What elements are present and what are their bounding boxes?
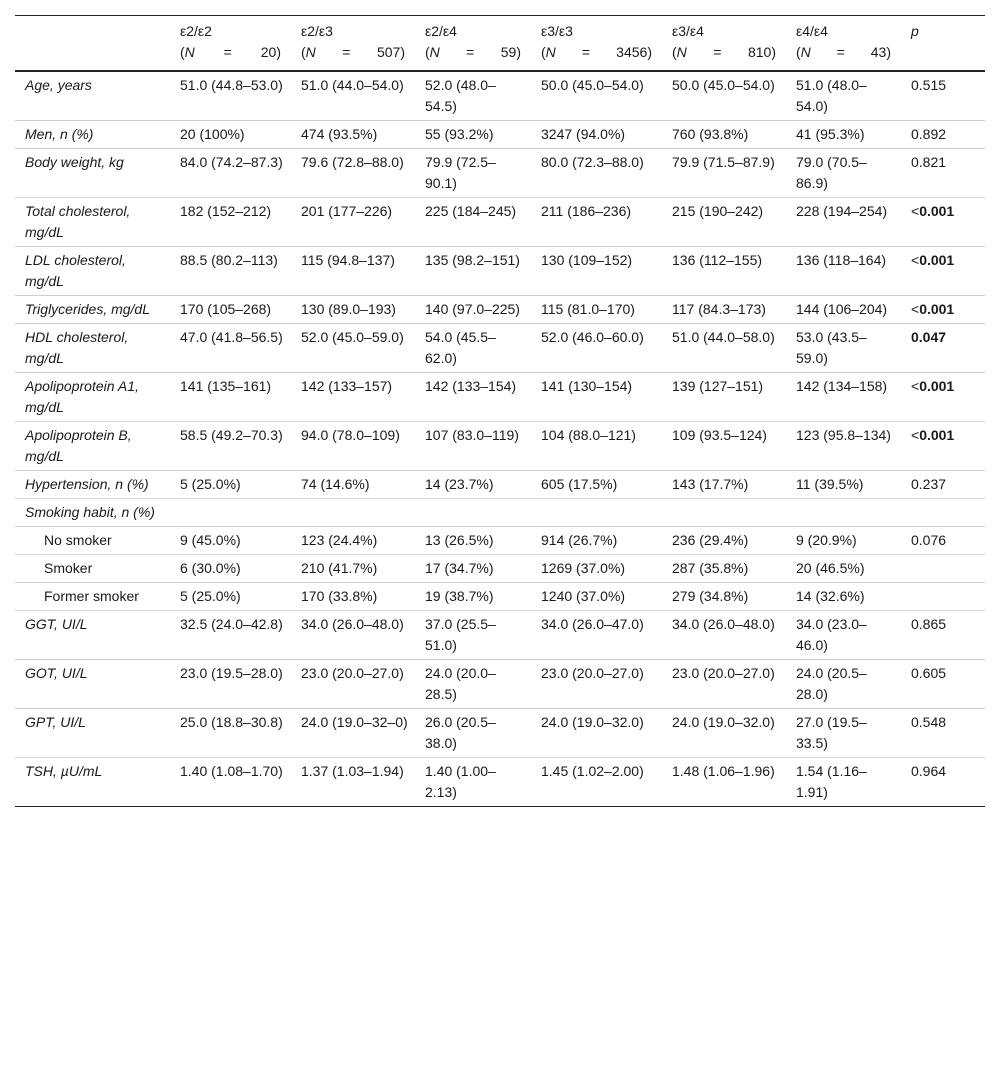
value-cell: 3247 (94.0%) <box>541 126 626 142</box>
empty-cell <box>901 499 985 527</box>
row-label: GOT, UI/L <box>25 665 88 681</box>
table-row <box>15 499 985 527</box>
value-cell: 104 (88.0–121) <box>541 427 636 443</box>
value-cell: 54.0 (45.5–62.0) <box>425 329 496 366</box>
header-n-value: 20 <box>260 44 277 60</box>
value-cell: 37.0 (25.5–51.0) <box>425 616 496 653</box>
header-n-value: 3456 <box>616 44 648 60</box>
header-genotype-label: ε2/ε2 <box>180 23 212 39</box>
p-header-text: p <box>911 23 919 39</box>
value-cell: 25.0 (18.8–30.8) <box>180 714 283 730</box>
row-label: GPT, UI/L <box>25 714 86 730</box>
value-cell: 182 (152–212) <box>180 203 272 219</box>
value-cell: 14 (32.6%) <box>796 588 865 604</box>
p-value-cell <box>901 709 985 758</box>
value-cell: 51.0 (44.0–54.0) <box>301 77 404 93</box>
p-value-cell <box>901 471 985 499</box>
value-cell: 24.0 (20.5–28.0) <box>796 665 867 702</box>
table-row <box>15 709 985 758</box>
value-cell: 51.0 (48.0–54.0) <box>796 77 867 114</box>
p-value: 0.865 <box>911 616 947 632</box>
p-value: 0.001 <box>919 203 955 219</box>
header-genotype-label: ε3/ε4 <box>672 23 704 39</box>
value-cell: 136 (112–155) <box>672 252 763 268</box>
table-row <box>15 555 985 583</box>
value-cell: 1.54 (1.16–1.91) <box>796 763 867 800</box>
p-value: 0.964 <box>911 763 947 779</box>
p-value: 0.605 <box>911 665 947 681</box>
row-label: Men, n (%) <box>25 126 94 142</box>
p-value: 0.001 <box>919 378 955 394</box>
header-genotype-4 <box>662 16 786 72</box>
value-cell: 52.0 (45.0–59.0) <box>301 329 404 345</box>
p-value: 0.076 <box>911 532 947 548</box>
empty-cell <box>170 499 291 527</box>
value-cell: 107 (83.0–119) <box>425 427 519 443</box>
p-value-prefix: < <box>911 203 920 219</box>
value-cell: 5 (25.0%) <box>180 588 241 604</box>
row-label: No smoker <box>44 532 112 548</box>
value-cell: 117 (84.3–173) <box>672 301 766 317</box>
value-cell: 79.0 (70.5–86.9) <box>796 154 867 191</box>
empty-cell <box>291 499 415 527</box>
header-n-value: 507 <box>376 44 401 60</box>
value-cell: 170 (33.8%) <box>301 588 378 604</box>
header-genotype-label: ε2/ε3 <box>301 23 333 39</box>
value-cell: 1240 (37.0%) <box>541 588 626 604</box>
value-cell: 1.45 (1.02–2.00) <box>541 763 644 779</box>
value-cell: 34.0 (26.0–48.0) <box>301 616 404 632</box>
row-label: Smoking habit, n (%) <box>25 504 155 520</box>
value-cell: 474 (93.5%) <box>301 126 378 142</box>
value-cell: 53.0 (43.5–59.0) <box>796 329 867 366</box>
value-cell: 79.9 (72.5–90.1) <box>425 154 496 191</box>
table-row <box>15 121 985 149</box>
table-row <box>15 471 985 499</box>
p-value-prefix: < <box>911 427 920 443</box>
row-label: Smoker <box>44 560 93 576</box>
header-genotype-1 <box>291 16 415 72</box>
value-cell: 74 (14.6%) <box>301 476 370 492</box>
p-value: 0.515 <box>911 77 947 93</box>
row-label: GGT, UI/L <box>25 616 88 632</box>
value-cell: 79.6 (72.8–88.0) <box>301 154 404 170</box>
table-row <box>15 247 985 296</box>
value-cell: 1.40 (1.00–2.13) <box>425 763 496 800</box>
p-value: 0.047 <box>911 329 947 345</box>
header-row <box>15 16 985 72</box>
value-cell: 201 (177–226) <box>301 203 393 219</box>
p-value-cell <box>901 247 985 296</box>
p-value-cell <box>901 198 985 247</box>
header-n-value: 59 <box>500 44 517 60</box>
empty-cell <box>662 499 786 527</box>
header-label-blank <box>15 16 170 72</box>
value-cell: 50.0 (45.0–54.0) <box>541 77 644 93</box>
p-value-cell <box>901 71 985 121</box>
header-sample-size: (N = 20) <box>180 44 281 60</box>
value-cell: 760 (93.8%) <box>672 126 749 142</box>
row-label: Apolipoprotein A1, mg/dL <box>25 378 139 415</box>
empty-cell <box>531 499 662 527</box>
header-genotype-label: ε4/ε4 <box>796 23 828 39</box>
p-value: 0.001 <box>919 252 955 268</box>
p-value-cell <box>901 373 985 422</box>
value-cell: 9 (20.9%) <box>796 532 857 548</box>
value-cell: 24.0 (19.0–32–0) <box>301 714 408 730</box>
value-cell: 144 (106–204) <box>796 301 888 317</box>
value-cell: 1.48 (1.06–1.96) <box>672 763 775 779</box>
p-value-cell <box>901 149 985 198</box>
value-cell: 24.0 (20.0–28.5) <box>425 665 496 702</box>
value-cell: 34.0 (26.0–48.0) <box>672 616 775 632</box>
value-cell: 109 (93.5–124) <box>672 427 767 443</box>
header-sample-size: (N = 59) <box>425 44 521 60</box>
header-sample-size: (N = 3456) <box>541 44 652 60</box>
value-cell: 17 (34.7%) <box>425 560 494 576</box>
value-cell: 32.5 (24.0–42.8) <box>180 616 283 632</box>
p-value-cell <box>901 758 985 807</box>
row-label: Triglycerides, mg/dL <box>25 301 151 317</box>
value-cell: 20 (46.5%) <box>796 560 865 576</box>
value-cell: 58.5 (49.2–70.3) <box>180 427 283 443</box>
table-row <box>15 583 985 611</box>
table-row <box>15 758 985 807</box>
genotype-characteristics-table <box>15 15 985 807</box>
row-label: Total cholesterol, mg/dL <box>25 203 131 240</box>
value-cell: 14 (23.7%) <box>425 476 494 492</box>
header-sample-size: (N = 43) <box>796 44 891 60</box>
p-value-cell <box>901 296 985 324</box>
header-genotype-label: ε3/ε3 <box>541 23 573 39</box>
value-cell: 130 (89.0–193) <box>301 301 396 317</box>
value-cell: 52.0 (48.0–54.5) <box>425 77 496 114</box>
header-sample-size: (N = 507) <box>301 44 405 60</box>
p-value-cell <box>901 660 985 709</box>
value-cell: 9 (45.0%) <box>180 532 241 548</box>
header-genotype-label: ε2/ε4 <box>425 23 457 39</box>
value-cell: 287 (35.8%) <box>672 560 749 576</box>
value-cell: 41 (95.3%) <box>796 126 865 142</box>
value-cell: 23.0 (20.0–27.0) <box>301 665 404 681</box>
p-value-cell <box>901 121 985 149</box>
p-value: 0.001 <box>919 301 955 317</box>
row-label: Apolipoprotein B, mg/dL <box>25 427 132 464</box>
value-cell: 11 (39.5%) <box>796 476 864 492</box>
p-value-cell <box>901 527 985 555</box>
table-body <box>15 71 985 807</box>
row-label: TSH, µU/mL <box>25 763 103 779</box>
header-genotype-2 <box>415 16 531 72</box>
value-cell: 84.0 (74.2–87.3) <box>180 154 283 170</box>
p-value: 0.001 <box>919 427 955 443</box>
value-cell: 88.5 (80.2–113) <box>180 252 278 268</box>
header-n-value: 43 <box>870 44 887 60</box>
value-cell: 215 (190–242) <box>672 203 764 219</box>
header-genotype-5 <box>786 16 901 72</box>
value-cell: 1269 (37.0%) <box>541 560 626 576</box>
value-cell: 23.0 (19.5–28.0) <box>180 665 283 681</box>
value-cell: 24.0 (19.0–32.0) <box>541 714 644 730</box>
table-row <box>15 373 985 422</box>
value-cell: 79.9 (71.5–87.9) <box>672 154 775 170</box>
p-value-cell <box>901 555 985 583</box>
value-cell: 5 (25.0%) <box>180 476 241 492</box>
value-cell: 140 (97.0–225) <box>425 301 520 317</box>
value-cell: 605 (17.5%) <box>541 476 618 492</box>
value-cell: 51.0 (44.8–53.0) <box>180 77 283 93</box>
value-cell: 1.37 (1.03–1.94) <box>301 763 404 779</box>
table-row <box>15 660 985 709</box>
value-cell: 24.0 (19.0–32.0) <box>672 714 775 730</box>
p-value: 0.821 <box>911 154 947 170</box>
header-sample-size: (N = 810) <box>672 44 776 60</box>
table-row <box>15 296 985 324</box>
p-value-cell <box>901 583 985 611</box>
header-p <box>901 16 985 72</box>
value-cell: 279 (34.8%) <box>672 588 749 604</box>
value-cell: 13 (26.5%) <box>425 532 494 548</box>
row-label: Age, years <box>25 77 92 93</box>
value-cell: 23.0 (20.0–27.0) <box>541 665 644 681</box>
value-cell: 55 (93.2%) <box>425 126 494 142</box>
header-n-value: 810 <box>747 44 772 60</box>
row-label: Hypertension, n (%) <box>25 476 149 492</box>
p-value-cell <box>901 611 985 660</box>
value-cell: 236 (29.4%) <box>672 532 749 548</box>
value-cell: 47.0 (41.8–56.5) <box>180 329 283 345</box>
header-genotype-0 <box>170 16 291 72</box>
value-cell: 210 (41.7%) <box>301 560 378 576</box>
table-row <box>15 324 985 373</box>
value-cell: 115 (81.0–170) <box>541 301 635 317</box>
value-cell: 123 (95.8–134) <box>796 427 891 443</box>
empty-cell <box>415 499 531 527</box>
value-cell: 228 (194–254) <box>796 203 888 219</box>
value-cell: 123 (24.4%) <box>301 532 378 548</box>
value-cell: 211 (186–236) <box>541 203 632 219</box>
value-cell: 115 (94.8–137) <box>301 252 395 268</box>
value-cell: 142 (133–154) <box>425 378 517 394</box>
table-row <box>15 422 985 471</box>
table-row <box>15 71 985 121</box>
value-cell: 136 (118–164) <box>796 252 887 268</box>
p-value: 0.892 <box>911 126 947 142</box>
value-cell: 51.0 (44.0–58.0) <box>672 329 775 345</box>
row-label: HDL cholesterol, mg/dL <box>25 329 129 366</box>
value-cell: 135 (98.2–151) <box>425 252 520 268</box>
p-value: 0.548 <box>911 714 947 730</box>
p-value-cell <box>901 422 985 471</box>
value-cell: 143 (17.7%) <box>672 476 749 492</box>
value-cell: 139 (127–151) <box>672 378 764 394</box>
table-row <box>15 527 985 555</box>
p-value-prefix: < <box>911 301 920 317</box>
value-cell: 1.40 (1.08–1.70) <box>180 763 283 779</box>
value-cell: 141 (130–154) <box>541 378 633 394</box>
value-cell: 170 (105–268) <box>180 301 272 317</box>
value-cell: 142 (134–158) <box>796 378 888 394</box>
table-row <box>15 149 985 198</box>
row-label: LDL cholesterol, mg/dL <box>25 252 126 289</box>
value-cell: 130 (109–152) <box>541 252 633 268</box>
row-label: Body weight, kg <box>25 154 124 170</box>
table-row <box>15 198 985 247</box>
value-cell: 94.0 (78.0–109) <box>301 427 400 443</box>
value-cell: 23.0 (20.0–27.0) <box>672 665 775 681</box>
value-cell: 52.0 (46.0–60.0) <box>541 329 644 345</box>
value-cell: 34.0 (23.0–46.0) <box>796 616 867 653</box>
header-genotype-3 <box>531 16 662 72</box>
value-cell: 27.0 (19.5–33.5) <box>796 714 867 751</box>
value-cell: 914 (26.7%) <box>541 532 618 548</box>
empty-cell <box>786 499 901 527</box>
p-value-prefix: < <box>911 252 920 268</box>
table-row <box>15 611 985 660</box>
row-label: Former smoker <box>44 588 139 604</box>
value-cell: 20 (100%) <box>180 126 245 142</box>
value-cell: 34.0 (26.0–47.0) <box>541 616 644 632</box>
value-cell: 50.0 (45.0–54.0) <box>672 77 775 93</box>
value-cell: 225 (184–245) <box>425 203 517 219</box>
value-cell: 142 (133–157) <box>301 378 393 394</box>
value-cell: 19 (38.7%) <box>425 588 494 604</box>
value-cell: 141 (135–161) <box>180 378 272 394</box>
value-cell: 80.0 (72.3–88.0) <box>541 154 644 170</box>
value-cell: 6 (30.0%) <box>180 560 241 576</box>
p-value: 0.237 <box>911 476 947 492</box>
value-cell: 26.0 (20.5–38.0) <box>425 714 496 751</box>
p-value-prefix: < <box>911 378 920 394</box>
p-value-cell <box>901 324 985 373</box>
